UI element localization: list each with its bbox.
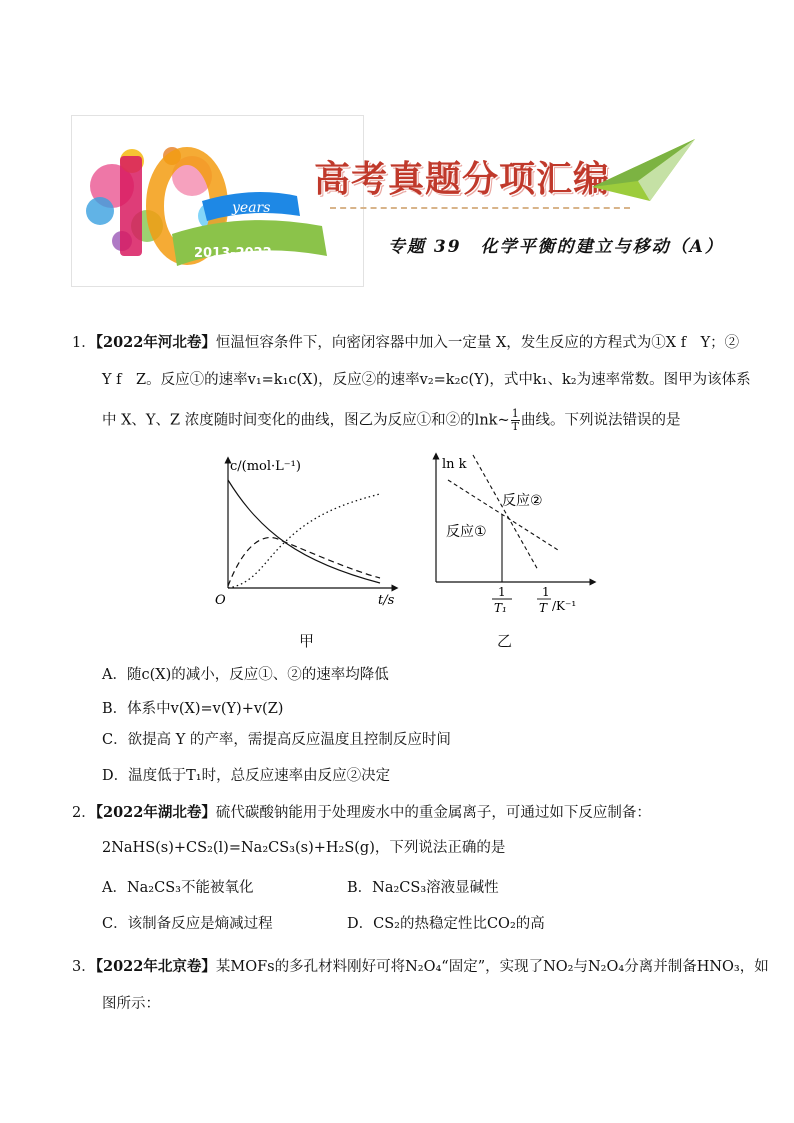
q1-inline-fraction: $\frac{1}{T}$ xyxy=(511,407,519,433)
yi-caption: 乙 xyxy=(497,632,513,650)
q1-option-c: C．欲提高 Y 的产率，需提高反应温度且控制反应时间 xyxy=(102,732,451,748)
jia-origin: O xyxy=(215,593,226,608)
q2-option-d: D．CS₂的热稳定性比CO₂的高 xyxy=(347,916,545,932)
badge-range-text: 2013-2022 xyxy=(194,246,272,261)
yi-tick1-num: 1 xyxy=(498,585,506,599)
q1-text-line2: Y f Z。反应①的速率v₁=k₁c(X)，反应②的速率v₂=k₂c(Y)，式中k₁、k₂为速率常数。图甲为该体系 xyxy=(102,372,751,388)
decorative-dash-line xyxy=(330,207,630,209)
q2-option-c: C．该制备反应是熵减过程 xyxy=(102,916,273,932)
yi-tick2-den: T xyxy=(539,601,548,615)
jia-curve-y xyxy=(228,537,380,586)
yi-label-r1: 反应① xyxy=(446,524,487,540)
jia-curve-z xyxy=(228,494,380,588)
yi-tick2-num: 1 xyxy=(542,585,550,599)
jia-curve-x xyxy=(228,480,380,583)
yi-tick1-den: T₁ xyxy=(494,601,507,615)
yi-line-r1 xyxy=(473,455,538,570)
yi-tick2-unit: /K⁻¹ xyxy=(552,599,577,613)
yi-ylabel: ln k xyxy=(442,457,467,472)
topic-title: 专题 39 化学平衡的建立与移动（A） xyxy=(388,237,724,257)
series-title: 高考真题分项汇编 xyxy=(314,158,611,200)
badge-years-text: years xyxy=(232,200,271,216)
jia-caption: 甲 xyxy=(299,632,315,650)
q2-line1 xyxy=(72,803,651,823)
q1-text-line3b: 曲线。下列说法错误的是 xyxy=(520,412,681,429)
q2-text-line1: 硫代碳酸钠能用于处理废水中的重金属离子，可通过如下反应制备： xyxy=(215,805,651,821)
q1-source: 【2022年河北卷】 xyxy=(95,334,216,351)
q2-option-a: A．Na₂CS₃不能被氧化 xyxy=(102,880,254,896)
q1-option-b: B．体系中v(X)=v(Y)+v(Z) xyxy=(102,701,284,717)
chart-jia xyxy=(210,452,400,612)
q1-line1 xyxy=(72,333,739,353)
q1-option-a: A．随c(X)的减小，反应①、②的速率均降低 xyxy=(102,667,389,683)
q1-option-d: D．温度低于T₁时，总反应速率由反应②决定 xyxy=(102,768,391,784)
chart-yi xyxy=(428,450,598,620)
paper-plane-icon xyxy=(590,135,700,205)
q1-number: 1． xyxy=(72,335,96,351)
q2-option-b: B．Na₂CS₃溶液显碱性 xyxy=(347,880,499,896)
jia-xlabel: t/s xyxy=(378,593,395,608)
q3-text-line1: 某MOFs的多孔材料刚好可将N₂O₄“固定”，实现了NO₂与N₂O₄分离并制备HNO₃，如 xyxy=(215,959,769,975)
q3-line1 xyxy=(72,957,769,977)
q2-source: 【2022年湖北卷】 xyxy=(95,804,216,821)
q1-text-line3a: 中 X、Y、Z 浓度随时间变化的曲线，图乙为反应①和②的lnk~ xyxy=(102,412,510,429)
q1-line3 xyxy=(102,408,680,433)
q2-text-line2: 2NaHS(s)+CS₂(l)=Na₂CS₃(s)+H₂S(g)，下列说法正确的是 xyxy=(102,840,506,856)
yi-label-r2: 反应② xyxy=(502,493,543,509)
q1-text-line1: 恒温恒容条件下，向密闭容器中加入一定量 X，发生反应的方程式为①X f Y；② xyxy=(215,335,740,351)
jia-ylabel: c/(mol·L⁻¹) xyxy=(230,459,301,474)
q3-number: 3． xyxy=(72,959,96,975)
q2-number: 2． xyxy=(72,805,96,821)
q3-text-line2: 图所示： xyxy=(102,996,160,1012)
q3-source: 【2022年北京卷】 xyxy=(95,958,216,975)
